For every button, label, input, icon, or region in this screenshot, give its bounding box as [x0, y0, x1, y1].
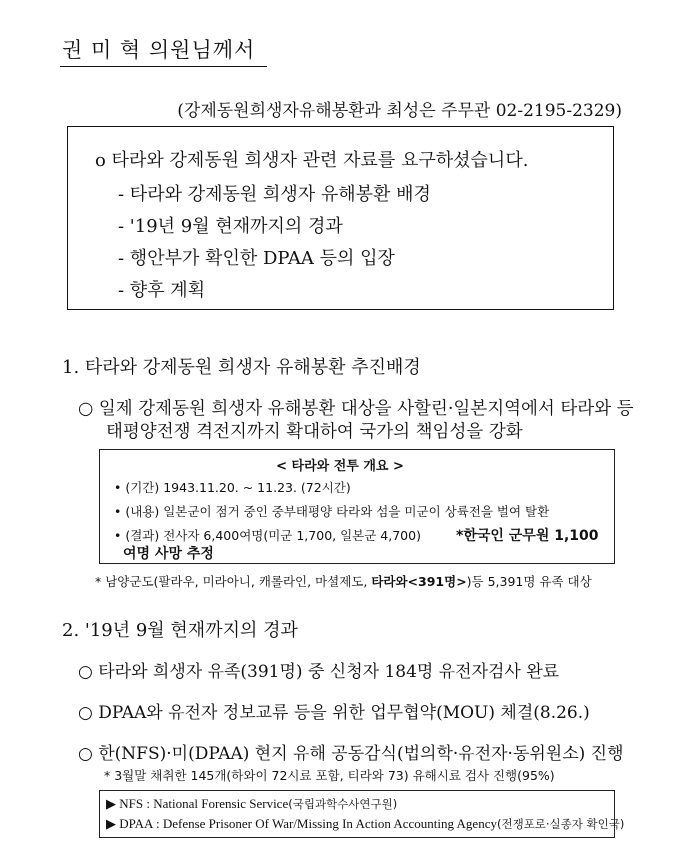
- section-2-bullet: ○ 한(NFS)·미(DPAA) 현지 유해 공동감식(법의학·유전자·동위원소) 진행: [78, 744, 624, 764]
- addressee-title: 권 미 혁 의원님께서: [62, 38, 256, 62]
- request-item: - 타라와 강제동원 희생자 유해봉환 배경: [118, 184, 431, 205]
- abbreviation-nfs-korean: (국립과학수사연구원): [288, 797, 398, 811]
- section-2-note: * 3월말 채취한 145개(하와이 72시료 포함, 티라와 73) 유해시료 검사 진행(95%): [104, 768, 555, 783]
- section-1-bullet-line-2: 태평양전쟁 격전지까지 확대하여 국가의 책임성을 강화: [106, 422, 523, 442]
- request-item: - 향후 계획: [118, 280, 206, 301]
- contact-info: (강제동원희생자유해봉환과 최성은 주무관 02-2195-2329): [177, 101, 622, 121]
- section-2-bullet: ○ 타라와 희생자 유족(391명) 중 신청자 184명 유전자검사 완료: [78, 662, 560, 682]
- battle-content: • (내용) 일본군이 점거 중인 중부태평양 타라와 섬을 미군이 상륙전을 벌여 탈환: [114, 504, 550, 519]
- abbreviation-nfs-label: ▶ NFS : National Forensic Service: [106, 796, 289, 811]
- section-1-footnote: [95, 572, 592, 590]
- footnote-tarawa-bold: 타라와<391명>: [371, 574, 467, 589]
- battle-period: • (기간) 1943.11.20. ~ 11.23. (72시간): [114, 480, 351, 495]
- battle-overview-title: < 타라와 전투 개요 >: [276, 459, 404, 474]
- section-1-bullet-line-1: ○ 일제 강제동원 희생자 유해봉환 대상을 사할린·일본지역에서 타라와 등: [78, 399, 634, 419]
- battle-result-korean: [456, 525, 599, 545]
- abbreviation-nfs: [106, 796, 397, 812]
- battle-result-korean-cont: [123, 543, 214, 563]
- footnote-suffix: )등 5,391명 유족 대상: [466, 574, 592, 589]
- korean-casualties-bold: *한국인 군무원 1,100: [456, 528, 599, 544]
- section-2-heading: 2. '19년 9월 현재까지의 경과: [62, 620, 298, 641]
- request-intro: o 타라와 강제동원 희생자 관련 자료를 요구하셨습니다.: [95, 150, 529, 171]
- addressee-underline: [60, 66, 267, 67]
- battle-result: • (결과) 전사자 6,400여명(미군 1,700, 일본군 4,700): [114, 528, 421, 543]
- section-1-heading: 1. 타라와 강제동원 희생자 유해봉환 추진배경: [62, 357, 421, 378]
- abbreviation-dpaa: [106, 816, 624, 832]
- request-item: - 행안부가 확인한 DPAA 등의 입장: [118, 248, 395, 269]
- abbreviation-dpaa-korean: (전쟁포로·실종자 확인국): [496, 817, 625, 831]
- request-item: - '19년 9월 현재까지의 경과: [118, 216, 343, 237]
- section-2-bullet: ○ DPAA와 유전자 정보교류 등을 위한 업무협약(MOU) 체결(8.26.): [78, 703, 590, 723]
- korean-casualties-bold-cont: 여명 사망 추정: [123, 546, 214, 562]
- footnote-prefix: * 남양군도(팔라우, 미라아니, 캐롤라인, 마셜제도,: [95, 574, 368, 589]
- abbreviation-dpaa-label: ▶ DPAA : Defense Prisoner Of War/Missing In Action Accounting Agency: [106, 816, 497, 831]
